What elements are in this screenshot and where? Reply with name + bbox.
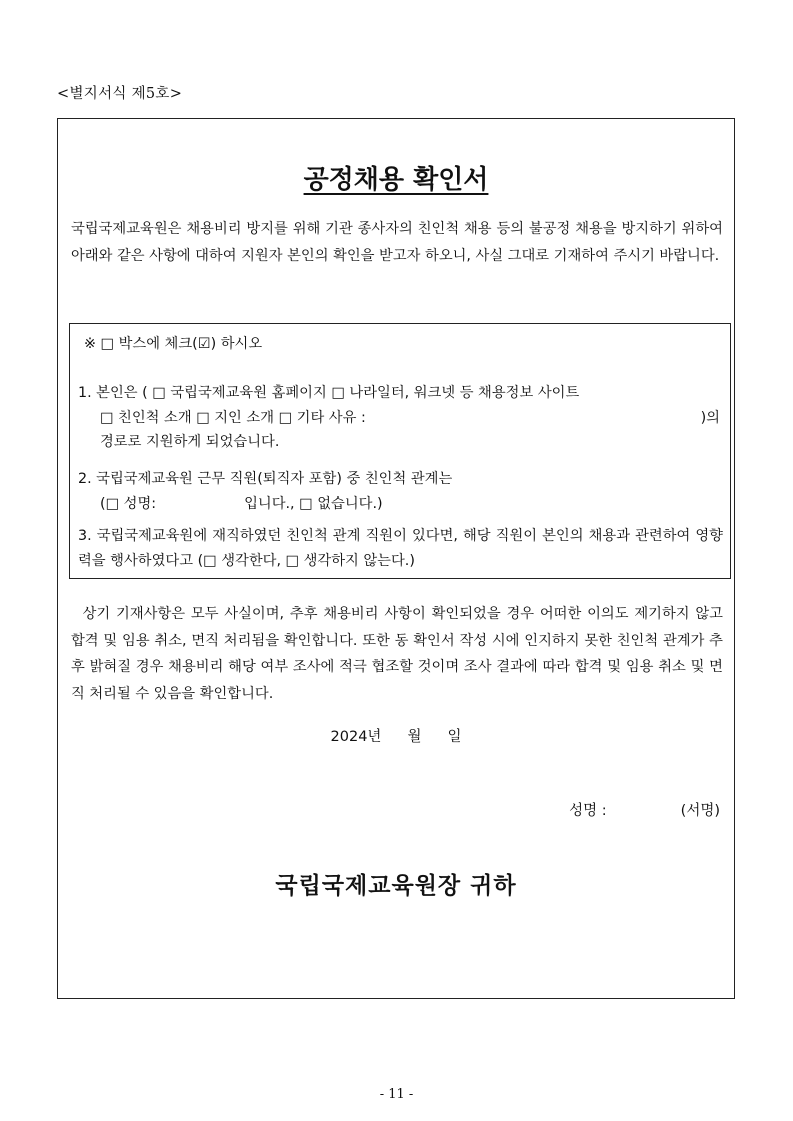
form-number-label: <별지서식 제5호> [57, 86, 183, 102]
item-3[interactable]: 3. 국립국제교육원에 재직하였던 친인척 관계 직원이 있다면, 해당 직원이 본인의 채용과 관련하여 영향력을 행사하였다고 (□ 생각한다, □ 생각하지 않는다.) [78, 528, 723, 569]
document-title [58, 159, 734, 196]
item-2-line-1: 2. 국립국제교육원 근무 직원(퇴직자 포함) 중 친인척 관계는 [78, 471, 453, 487]
item-2-options[interactable]: 입니다., □ 없습니다.) [244, 496, 383, 512]
signature-line[interactable] [569, 799, 720, 820]
addressee: 국립국제교육원장 귀하 [275, 873, 517, 899]
intro-paragraph: 국립국제교육원은 채용비리 방지를 위해 기관 종사자의 친인척 채용 등의 불공정 채용을 방지하기 위하여 아래와 같은 사항에 대하여 지원자 본인의 확인을 받고자 하오니, 사실 그대로 기재하여 주시기 바랍니다. [71, 221, 723, 264]
date-line [58, 725, 734, 746]
checklist-instruction: ※ □ 박스에 체크(☑) 하시오 [84, 336, 263, 352]
item-2-name-label: (□ 성명: [100, 496, 157, 512]
document-frame [57, 118, 735, 999]
closing-text: 상기 기재사항은 모두 사실이며, 추후 채용비리 사항이 확인되었을 경우 어떠한 이의도 제기하지 않고 합격 및 임용 취소, 면직 처리됨을 확인합니다. 또한 동 확인서 작성 시에 인지하지 못한 친인척 관계가 추후 밝혀질 경우 채용비리 해당 여부 조사에 적극 협조할 것이며 조사 결과에 따라 합격 및 임용 취소 및 면직 처리될 수 있음을 확인합니다. [71, 606, 723, 702]
item-1-line-2-tail: )의 [700, 410, 720, 426]
date-month: 월 [407, 729, 422, 745]
item-1-line-2[interactable] [100, 407, 720, 427]
checklist-box [69, 323, 731, 579]
date-day: 일 [447, 729, 462, 745]
signature-label: 성명 : [569, 803, 607, 819]
closing-paragraph [71, 601, 723, 707]
document-title-text: 공정채용 확인서 [303, 165, 489, 195]
date-year: 2024년 [330, 729, 382, 745]
item-1-line-2-text: □ 친인척 소개 □ 지인 소개 □ 기타 사유 : [100, 410, 366, 426]
signature-seal: (서명) [680, 803, 720, 819]
item-1-line-1[interactable]: 1. 본인은 ( □ 국립국제교육원 홈페이지 □ 나라일터, 워크넷 등 채용정보 사이트 [78, 385, 580, 401]
page-number: - 11 - [379, 1087, 414, 1102]
item-2-line-2[interactable] [100, 493, 383, 513]
item-1-line-3: 경로로 지원하게 되었습니다. [100, 434, 280, 450]
